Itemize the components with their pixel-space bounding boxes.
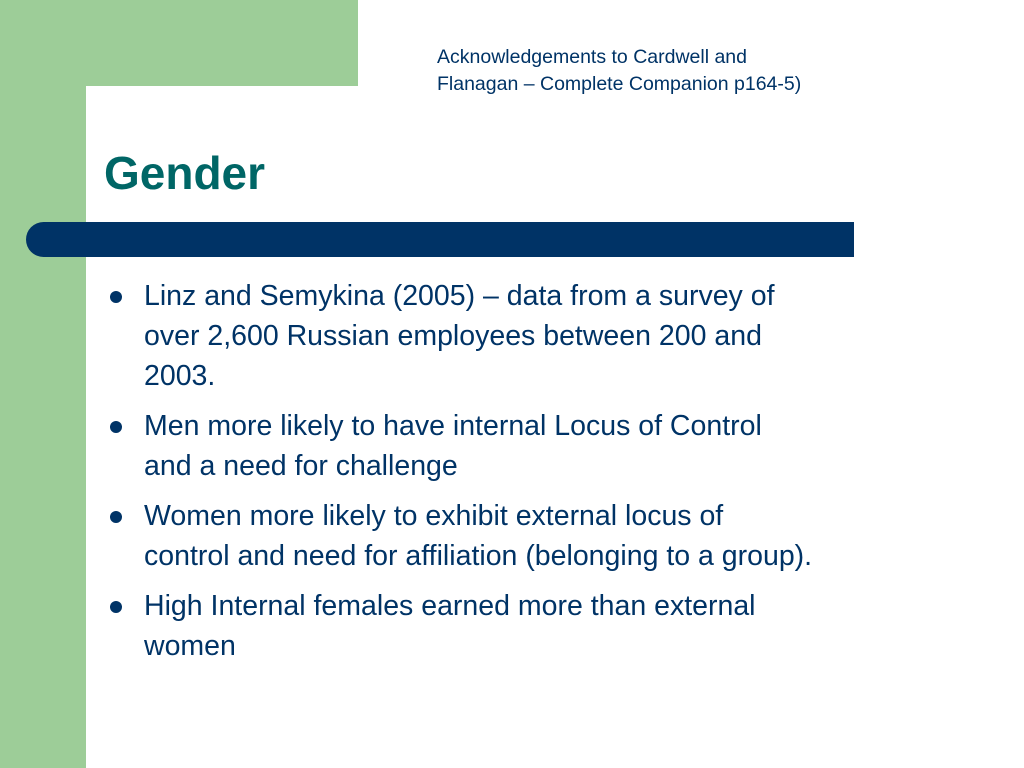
green-top-band: [0, 0, 358, 86]
bullet-list: [104, 276, 984, 676]
bullet-text-line: over 2,600 Russian employees between 200 and: [144, 320, 762, 352]
bullet-item: [104, 406, 984, 486]
bullet-dot-icon: [110, 601, 122, 613]
bullet-text-line: women: [144, 630, 236, 662]
bullet-text-line: Women more likely to exhibit external locus of: [144, 500, 724, 532]
bullet-text-line: control and need for affiliation (belonging to a group).: [144, 540, 813, 572]
title-divider-bar: [26, 222, 854, 257]
bullet-dot-icon: [110, 421, 122, 433]
bullet-text-line: Men more likely to have internal Locus of Control: [144, 410, 762, 442]
green-side-band: [0, 0, 86, 768]
bullet-dot-icon: [110, 511, 122, 523]
slide-title: Gender: [104, 147, 266, 199]
bullet-text-line: Linz and Semykina (2005) – data from a survey of: [144, 280, 775, 312]
bullet-dot-icon: [110, 291, 122, 303]
bullet-text-line: and a need for challenge: [144, 450, 458, 482]
bullet-text-line: 2003.: [144, 360, 216, 392]
bullet-item: [104, 276, 984, 396]
bullet-item: [104, 496, 984, 576]
bullet-text-line: High Internal females earned more than external: [144, 590, 756, 622]
bullet-item: [104, 586, 984, 666]
acknowledgement-line-2: Flanagan – Complete Companion p164-5): [437, 73, 802, 95]
acknowledgement-text: [437, 44, 997, 98]
acknowledgement-line-1: Acknowledgements to Cardwell and: [437, 46, 748, 68]
